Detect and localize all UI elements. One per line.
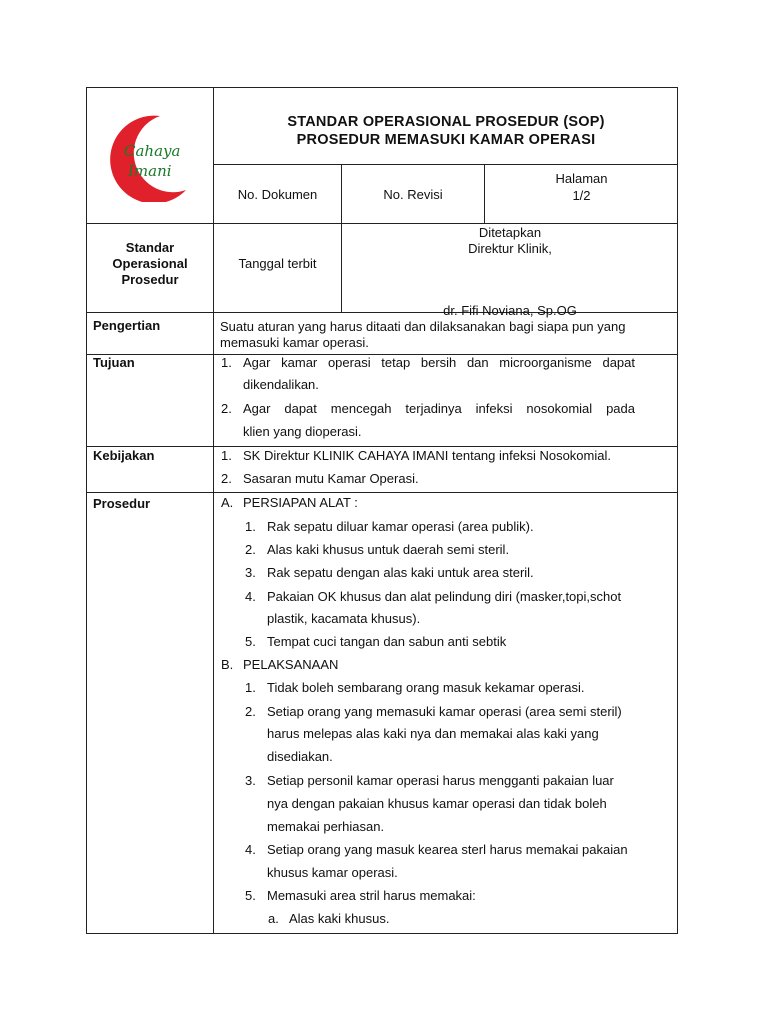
list-number: 3. xyxy=(245,773,256,788)
pengertian-text: Suatu aturan yang harus ditaati dan dilaksanakan bagi siapa pun yang xyxy=(220,319,626,334)
halaman-label: Halaman xyxy=(555,171,608,186)
sop-label-3: Prosedur xyxy=(121,272,179,287)
list-item: harus melepas alas kaki nya dan memakai alas kaki yang xyxy=(267,726,599,741)
tujuan-text: klien yang dioperasi. xyxy=(243,424,362,439)
list-item: memakai perhiasan. xyxy=(267,819,385,834)
row-divider xyxy=(86,223,678,224)
no-revisi-label: No. Revisi xyxy=(383,187,443,202)
sop-label-1: Standar xyxy=(125,240,175,255)
sub-letter: a. xyxy=(268,911,279,926)
sub-item: Alas kaki khusus. xyxy=(289,911,390,926)
tujuan-label: Tujuan xyxy=(93,355,135,370)
document-title: STANDAR OPERASIONAL PROSEDUR (SOP) xyxy=(287,114,605,130)
tujuan-text: Agar kamar operasi tetap bersih dan microorganisme dapat xyxy=(243,355,635,370)
list-item: Setiap orang yang memasuki kamar operasi (area semi steril) xyxy=(267,704,622,719)
list-item: khusus kamar operasi. xyxy=(267,865,398,880)
list-number: 3. xyxy=(245,565,256,580)
prosedur-label: Prosedur xyxy=(93,496,151,511)
section-letter: A. xyxy=(221,495,234,510)
list-number: 1. xyxy=(245,680,256,695)
list-item: Setiap orang yang masuk kearea sterl harus memakai pakaian xyxy=(267,842,628,857)
halaman-value: 1/2 xyxy=(572,188,591,203)
list-item: Tidak boleh sembarang orang masuk kekamar operasi. xyxy=(267,680,585,695)
row-divider xyxy=(213,164,678,165)
tanggal-terbit-label: Tanggal terbit xyxy=(238,256,317,271)
tujuan-num: 2. xyxy=(221,401,232,416)
list-item: nya dengan pakaian khusus kamar operasi dan tidak boleh xyxy=(267,796,607,811)
document-subtitle: PROSEDUR MEMASUKI KAMAR OPERASI xyxy=(296,132,596,148)
list-item: plastik, kacamata khusus). xyxy=(267,611,421,626)
tujuan-text: dikendalikan. xyxy=(243,377,319,392)
kebijakan-num: 1. xyxy=(221,448,232,463)
list-number: 4. xyxy=(245,842,256,857)
kebijakan-text: SK Direktur KLINIK CAHAYA IMANI tentang infeksi Nosokomial. xyxy=(243,448,611,463)
kebijakan-num: 2. xyxy=(221,471,232,486)
list-item: Pakaian OK khusus dan alat pelindung diri (masker,topi,schot xyxy=(267,589,622,604)
logo-text-1: Cahaya xyxy=(124,142,181,160)
tujuan-num: 1. xyxy=(221,355,232,370)
list-number: 2. xyxy=(245,542,256,557)
logo xyxy=(98,110,202,202)
list-number: 4. xyxy=(245,589,256,604)
list-number: 5. xyxy=(245,888,256,903)
list-number: 5. xyxy=(245,634,256,649)
kebijakan-label: Kebijakan xyxy=(93,448,155,463)
section-title: PELAKSANAAN xyxy=(243,657,339,672)
logo-text-2: Imani xyxy=(128,162,172,180)
list-item: Rak sepatu diluar kamar operasi (area publik). xyxy=(267,519,534,534)
list-number: 1. xyxy=(245,519,256,534)
list-item: Alas kaki khusus untuk daerah semi steril. xyxy=(267,542,510,557)
section-letter: B. xyxy=(221,657,234,672)
signatory-name: dr. Fifi Noviana, Sp.OG xyxy=(443,303,577,318)
direktur-label: Direktur Klinik, xyxy=(468,241,552,256)
row-divider xyxy=(86,492,678,493)
list-item: Memasuki area stril harus memakai: xyxy=(267,888,476,903)
pengertian-text: memasuki kamar operasi. xyxy=(220,335,369,350)
row-divider xyxy=(86,446,678,447)
list-number: 2. xyxy=(245,704,256,719)
list-item: Rak sepatu dengan alas kaki untuk area steril. xyxy=(267,565,534,580)
section-title: PERSIAPAN ALAT : xyxy=(243,495,358,510)
tujuan-text: Agar dapat mencegah terjadinya infeksi nosokomial pada xyxy=(243,401,635,416)
kebijakan-text: Sasaran mutu Kamar Operasi. xyxy=(243,471,419,486)
no-dokumen-label: No. Dokumen xyxy=(237,187,318,202)
list-item: Setiap personil kamar operasi harus mengganti pakaian luar xyxy=(267,773,614,788)
ditetapkan-label: Ditetapkan xyxy=(478,225,542,240)
sop-label-2: Operasional xyxy=(112,256,188,271)
list-item: disediakan. xyxy=(267,749,333,764)
list-item: Tempat cuci tangan dan sabun anti sebtik xyxy=(267,634,507,649)
pengertian-label: Pengertian xyxy=(93,318,161,333)
